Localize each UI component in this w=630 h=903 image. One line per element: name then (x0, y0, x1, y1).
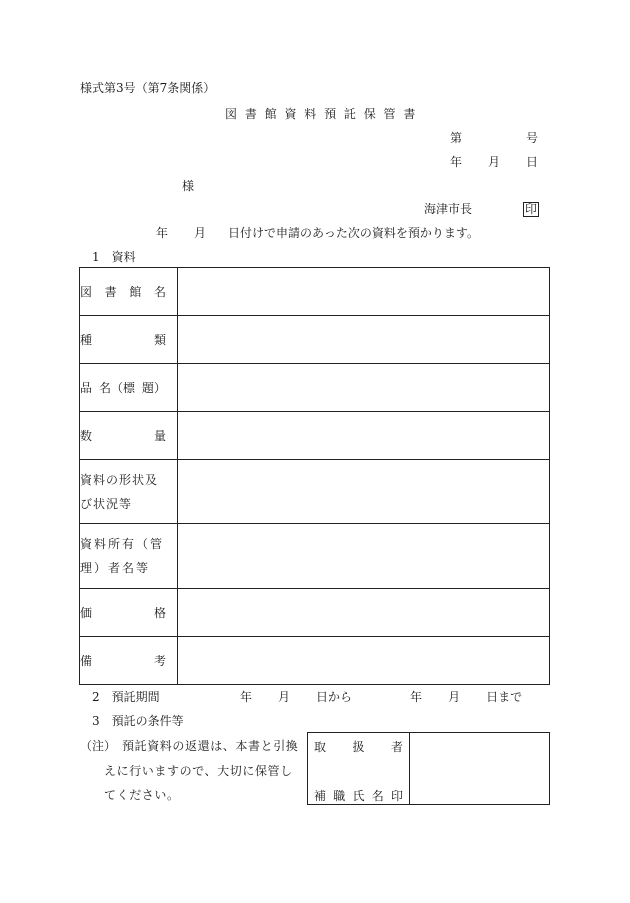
handler-table (307, 732, 550, 805)
issue-date-day: 日 (525, 155, 538, 169)
table-row (80, 268, 550, 316)
table-row (80, 589, 550, 637)
row-label-owner: 資料所有（管理）者名等 (80, 524, 178, 589)
document-title: 図 書 館 資 料 預 託 保 管 書 (225, 107, 418, 121)
item-name-field[interactable] (178, 364, 550, 412)
note-line-1: 預託資料の返還は、本書と引換 (122, 739, 299, 753)
number-prefix: 第 (450, 131, 463, 145)
document-number (450, 130, 538, 146)
number-suffix: 号 (525, 131, 538, 145)
quantity-field[interactable] (178, 412, 550, 460)
row-label-condition: 資料の形状及び状況等 (80, 460, 178, 524)
seal-mark-text: 印 (525, 202, 538, 216)
section3-heading: 3 預託の条件等 (92, 714, 184, 728)
table-row (80, 460, 550, 524)
row-label-remarks: 備 考 (80, 637, 178, 685)
section2-heading: 2 預託期間 (92, 690, 160, 704)
price-field[interactable] (178, 589, 550, 637)
library-name-field[interactable] (178, 268, 550, 316)
addressee-suffix: 様 (182, 179, 195, 193)
table-row (308, 733, 550, 805)
intro-text: 日付けで申請のあった次の資料を預かります。 (228, 226, 479, 240)
end-month: 月 (448, 690, 461, 704)
end-year: 年 (410, 690, 423, 704)
row-label-quantity: 数 量 (80, 412, 178, 460)
table-row (80, 316, 550, 364)
start-month: 月 (278, 690, 291, 704)
issue-date (450, 154, 538, 170)
intro-month: 月 (194, 226, 207, 240)
issue-date-month: 月 (487, 155, 500, 169)
row-label-price: 価 格 (80, 589, 178, 637)
intro-year: 年 (156, 226, 169, 240)
condition-field[interactable] (178, 460, 550, 524)
remarks-field[interactable] (178, 637, 550, 685)
materials-table (79, 267, 550, 685)
table-row (80, 364, 550, 412)
note-mark: （注） (80, 739, 117, 753)
handler-field[interactable] (410, 733, 550, 805)
section1-heading: 1 資料 (92, 250, 136, 264)
start-year: 年 (240, 690, 253, 704)
handler-labels (308, 733, 410, 805)
issue-date-year: 年 (450, 155, 463, 169)
start-day: 日から (316, 690, 353, 704)
staff-label: 補 職 氏 名 印 (314, 789, 403, 803)
seal-mark (523, 201, 539, 217)
note-line-2: えに行いますので、大切に保管し (104, 764, 293, 778)
form-number: 様式第3号（第7条関係） (80, 81, 216, 95)
row-label-library-name: 図 書 館 名 (80, 268, 178, 316)
intro-sentence (156, 225, 479, 241)
row-label-item-name: 品 名（標 題） (80, 364, 178, 412)
row-label-type: 種 類 (80, 316, 178, 364)
issuer-name: 海津市長 (424, 202, 473, 216)
owner-field[interactable] (178, 524, 550, 589)
end-day: 日まで (486, 690, 523, 704)
table-row (80, 524, 550, 589)
handler-label: 取 扱 者 (314, 740, 403, 754)
deposit-period (240, 689, 522, 705)
table-row (80, 412, 550, 460)
table-row (80, 637, 550, 685)
type-field[interactable] (178, 316, 550, 364)
note-line-3: てください。 (104, 788, 180, 802)
